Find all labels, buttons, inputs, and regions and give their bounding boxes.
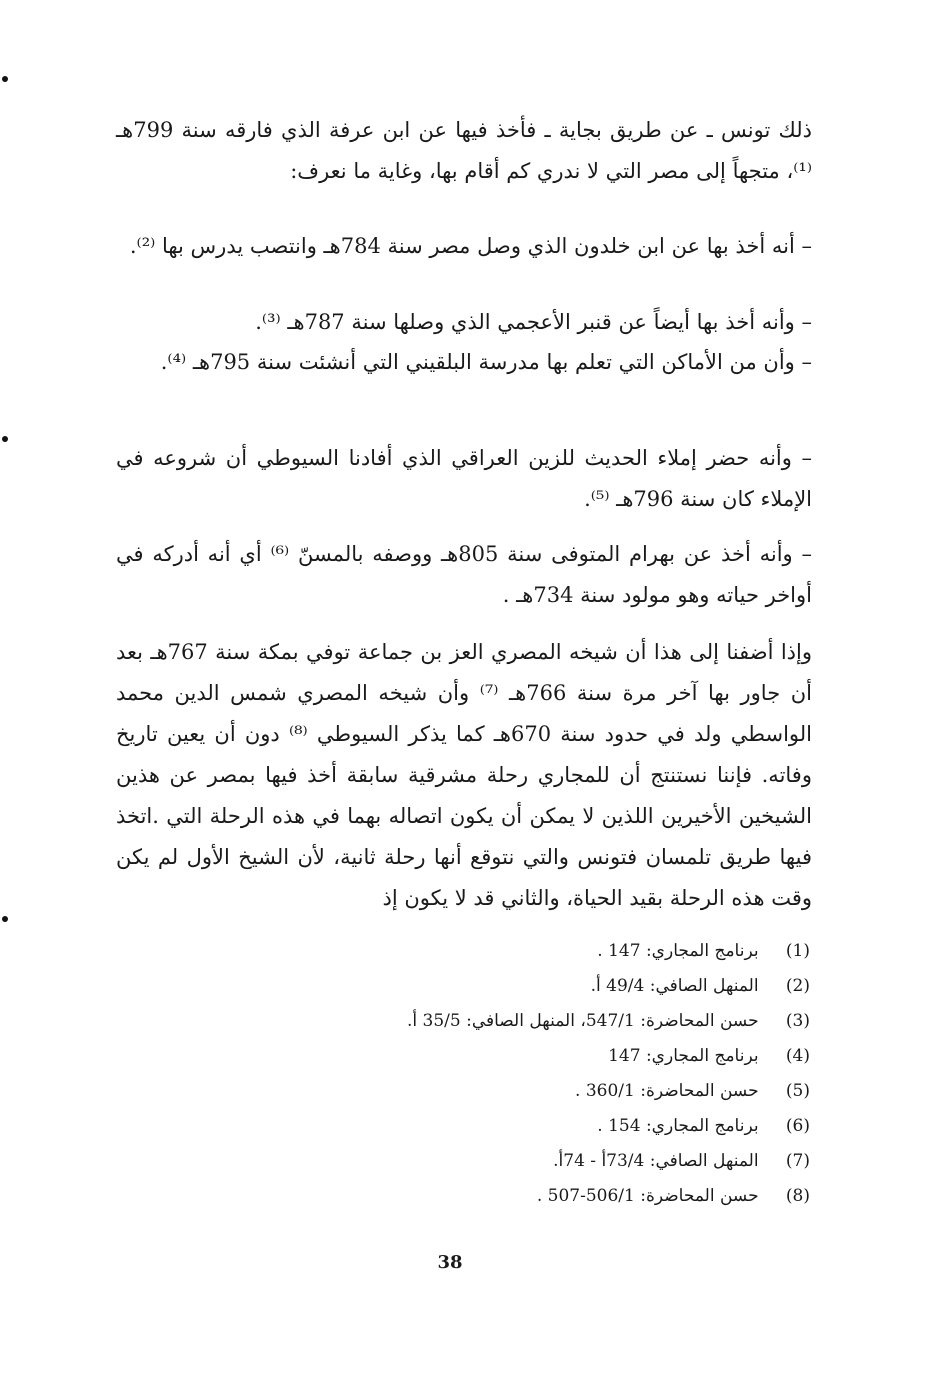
- footnote-number: (2): [785, 976, 810, 996]
- margin-mark: [2, 76, 8, 82]
- footnote-number: (5): [785, 1081, 810, 1101]
- footnote-number: (8): [785, 1186, 810, 1206]
- footnote-number: (1): [785, 941, 810, 961]
- footnote-number: (7): [785, 1151, 810, 1171]
- footnote-number: (4): [785, 1046, 810, 1066]
- footnote: [330, 934, 810, 969]
- footnotes: [330, 934, 810, 1214]
- footnote-number: (6): [785, 1116, 810, 1136]
- margin-mark: [2, 916, 8, 922]
- footnote-text: برنامج المجاري: 147 .: [597, 941, 759, 961]
- footnote: [330, 1179, 810, 1214]
- footnote-text: حسن المحاضرة: 506/1-507 .: [536, 1186, 759, 1206]
- paragraph-item-2: – وأنه أخذ بها أيضاً عن قنبر الأعجمي الذي وصلها سنة 787هـ ⁽³⁾.: [116, 302, 812, 343]
- footnote-text: حسن المحاضرة: 360/1 .: [575, 1081, 759, 1101]
- paragraph-item-5: – وأنه أخذ عن بهرام المتوفى سنة 805هـ ووصفه بالمسنّ ⁽⁶⁾ أي أنه أدركه في أواخر حياته وهو مولود سنة 734هـ .: [116, 534, 812, 616]
- footnote: [330, 1109, 810, 1144]
- paragraph-intro: ذلك تونس ـ عن طريق بجاية ـ فأخذ فيها عن ابن عرفة الذي فارقه سنة 799هـ ⁽¹⁾، متجهاً إلى مصر التي لا ندري كم أقام بها، وغاية ما نعرف:: [116, 118, 812, 183]
- paragraph-item-1: – أنه أخذ بها عن ابن خلدون الذي وصل مصر سنة 784هـ وانتصب يدرس بها ⁽²⁾.: [116, 226, 812, 267]
- paragraph-item-4: – وأنه حضر إملاء الحديث للزين العراقي الذي أفادنا السيوطي أن شروعه في الإملاء كان سنة 796هـ ⁽⁵⁾.: [116, 438, 812, 520]
- footnote-text: حسن المحاضرة: 547/1، المنهل الصافي: 35/5 أ.: [406, 1011, 759, 1031]
- footnote: [330, 1004, 810, 1039]
- paragraph-main: وإذا أضفنا إلى هذا أن شيخه المصري العز بن جماعة توفي بمكة سنة 767هـ بعد أن جاور بها آخر مرة سنة 766هـ ⁽⁷⁾ وأن شيخه المصري شمس الدين محمد الواسطي ولد في حدود سنة 670هـ كما يذكر السيوطي ⁽⁸⁾ دون أن يعين تاريخ وفاته. فإننا نستنتج أن للمجاري رحلة مشرقية سابقة أخذ فيها بمصر عن هذين الشيخين الأخيرين اللذين لا يمكن أن يكون اتصاله بهما في هذه الرحلة التي .اتخذ فيها طريق تلمسان فتونس والتي نتوقع أنها رحلة ثانية، لأن الشيخ الأول لم يكن وقت هذه الرحلة بقيد الحياة، والثاني قد لا يكون إذ: [116, 640, 813, 910]
- page-number: 38: [437, 1252, 463, 1273]
- footnote: [330, 1144, 810, 1179]
- footnote: [330, 1074, 810, 1109]
- footnote-text: برنامج المجاري: 147: [608, 1046, 759, 1066]
- paragraph-item-3: – وأن من الأماكن التي تعلم بها مدرسة البلقيني التي أنشئت سنة 795هـ ⁽⁴⁾.: [116, 342, 812, 383]
- margin-mark: [2, 436, 8, 442]
- footnote-number: (3): [785, 1011, 810, 1031]
- footnote-text: برنامج المجاري: 154 .: [597, 1116, 759, 1136]
- footnote-text: المنهل الصافي: 73/4أ - 74أ.: [553, 1151, 759, 1171]
- footnote-text: المنهل الصافي: 49/4 أ.: [590, 976, 759, 996]
- footnote: [330, 1039, 810, 1074]
- footnote: [330, 969, 810, 1004]
